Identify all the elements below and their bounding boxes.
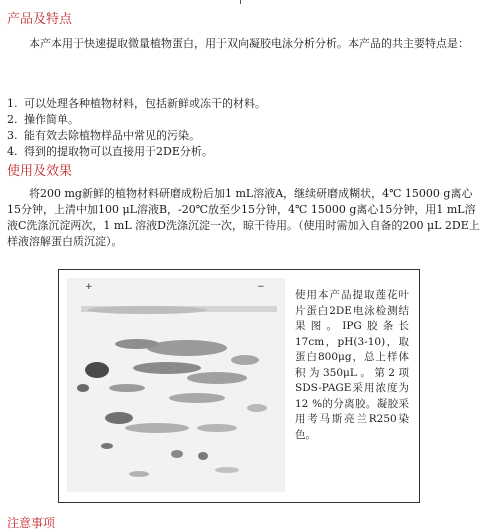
section-title-features: 产品及特点 [7, 12, 73, 27]
list-item: 3. 能有效去除植物样品中常见的污染。 [7, 129, 200, 142]
list-item: 2. 操作简单。 [7, 113, 79, 126]
top-divider [0, 0, 490, 4]
intro-paragraph: 本产本用于快速提取微量植物蛋白，用于双向凝胶电泳分析分析。本产品的共主要特点是： [29, 37, 469, 50]
list-item: 1. 可以处理各种植物材料，包括新鲜或冻干的材料。 [7, 97, 266, 110]
gel-plus-label: + [85, 282, 93, 292]
figure-caption: 使用本产品提取莲花叶片蛋白2DE电泳检测结果图。IPG胶条长17cm，pH(3-10)，取蛋白800μg，总上样体积为350μL。第2项SDS-PAGE采用浓度为12 %的分离胶。凝胶采用考马斯亮兰R250染色。 [295, 289, 409, 441]
usage-paragraph: 将200 mg新鲜的植物材料研磨成粉后加1 mL溶液A，继续研磨成糊状，4℃ 15000 g离心15分钟，上清中加100 μL溶液B，-20℃放至少15分钟，4℃ 15000 g离心15分钟，用1 mL溶液C洗涤沉淀两次，1 mL 溶液D洗涤沉淀一次，晾干待用。（使用时需加入自备的200 μL 2DE上样液溶解蛋白质沉淀）。 [7, 187, 480, 248]
list-item: 4. 得到的提取物可以直接用于2DE分析。 [7, 145, 213, 158]
figure-box [58, 269, 420, 503]
gel-spots [67, 278, 285, 492]
gel-minus-label: − [257, 282, 265, 292]
section-title-usage: 使用及效果 [7, 164, 73, 179]
feature-list [7, 96, 485, 160]
next-section-title: 注意事项 [7, 516, 56, 530]
gel-image [67, 278, 285, 492]
